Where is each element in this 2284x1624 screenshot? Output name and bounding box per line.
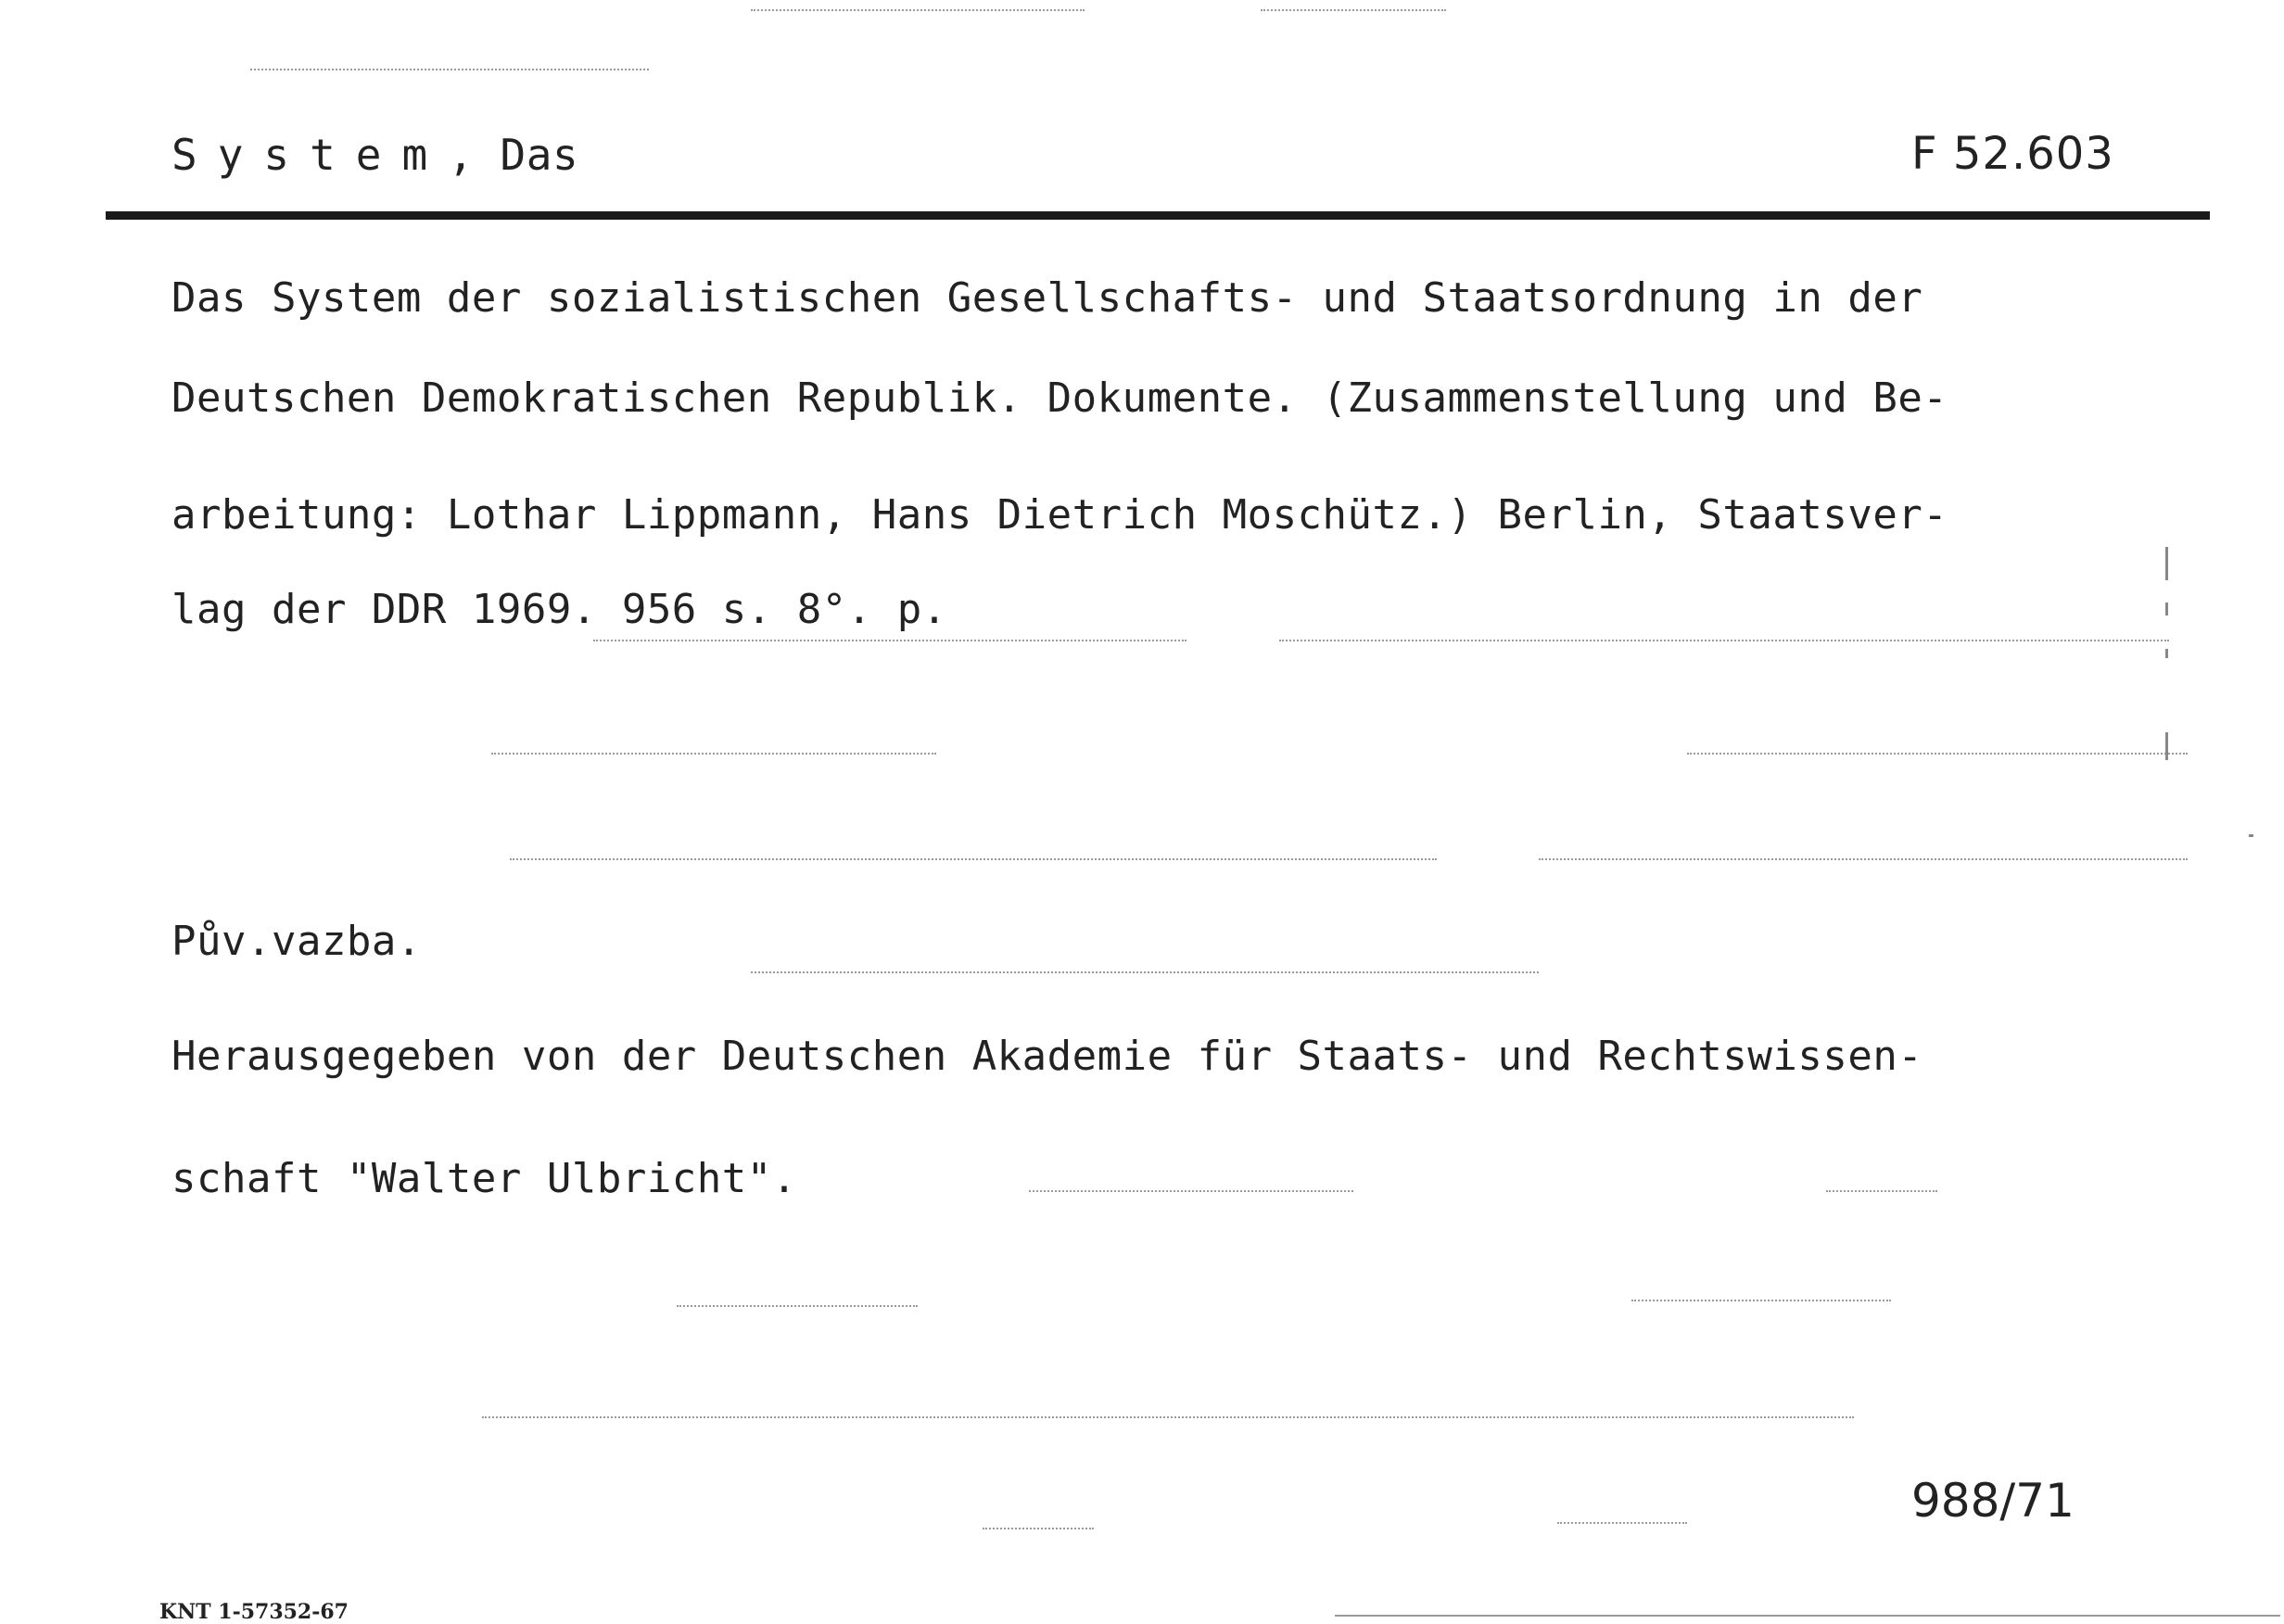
scan-noise [250,69,649,70]
scan-noise [1029,1190,1353,1192]
scan-noise [983,1528,1094,1529]
body-line-2: Deutschen Demokratischen Republik. Dokumente. (Zusammenstellung und Be- [171,374,1948,422]
card-heading-title [171,130,578,180]
edge-mark [2165,649,2168,658]
heading-rule [106,211,2210,220]
scan-noise [1687,753,2188,755]
publisher-line-2: schaft "Walter Ulbricht". [171,1155,797,1202]
heading-title-word: System [171,130,449,180]
scan-noise [677,1305,918,1307]
scan-noise [491,753,936,755]
edge-mark [2165,603,2168,615]
scan-noise [1279,640,2169,641]
scan-noise [1539,858,2188,860]
heading-title-suffix: , Das [448,130,579,180]
scan-noise [1335,1615,2280,1617]
body-line-4: lag der DDR 1969. 956 s. 8°. p. [171,586,947,633]
print-mark: KNT 1-57352-67 [159,1600,349,1624]
edge-mark [2249,834,2253,837]
scan-noise [751,9,1085,11]
body-line-1: Das System der sozialistischen Gesellschafts- und Staatsordnung in der [171,274,1923,322]
scan-noise [1261,9,1446,11]
scan-noise [593,640,1186,641]
binding-note: Pův.vazba. [171,918,422,965]
scan-noise [510,858,1437,860]
inventory-number: 988/71 [1911,1474,2075,1528]
scan-noise [482,1416,1854,1418]
publisher-line-1: Herausgegeben von der Deutschen Akademie für Staats- und Rechtswissen- [171,1033,1923,1080]
edge-mark [2165,547,2168,580]
scan-noise [751,971,1539,973]
edge-mark [2165,732,2168,760]
call-number: F 52.603 [1911,128,2114,180]
scan-noise [1826,1190,1937,1192]
body-line-3: arbeitung: Lothar Lippmann, Hans Dietrich Moschütz.) Berlin, Staatsver- [171,491,1948,539]
scan-noise [1557,1522,1687,1524]
scan-noise [1631,1300,1891,1301]
